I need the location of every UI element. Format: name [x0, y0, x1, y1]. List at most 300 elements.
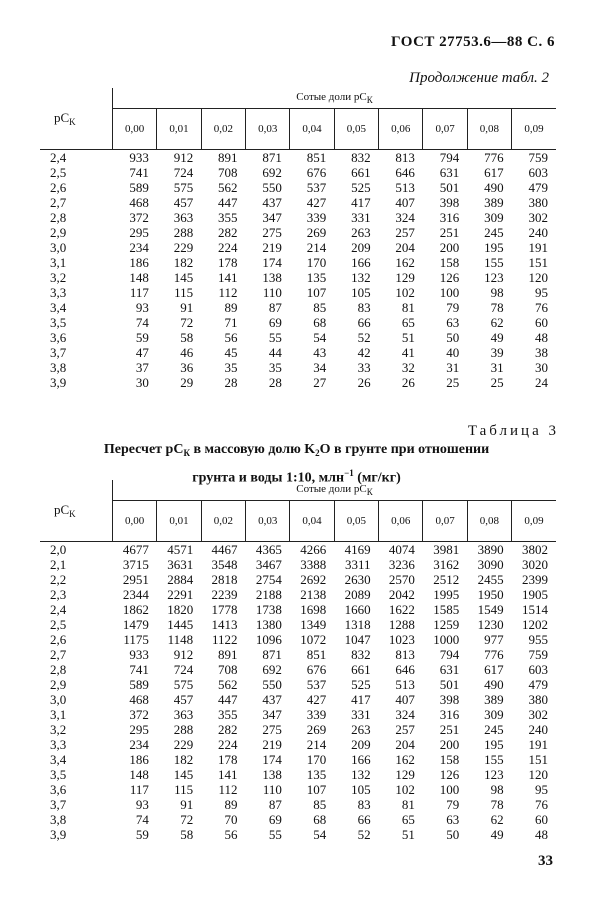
value-cell: 115 — [174, 782, 194, 797]
value-cell: 646 — [395, 165, 415, 180]
value-cell: 68 — [313, 315, 327, 330]
page-number: 33 — [538, 853, 553, 869]
value-cell: 129 — [395, 767, 415, 782]
value-cell: 48 — [535, 827, 548, 842]
value-cell: 69 — [268, 315, 282, 330]
value-cell: 776 — [484, 647, 504, 662]
value-cell: 135 — [306, 270, 327, 285]
value-cell: 1738 — [255, 602, 282, 617]
value-cell: 110 — [262, 285, 282, 300]
value-cell: 70 — [224, 812, 238, 827]
value-cell: 46 — [180, 345, 194, 360]
column-header: 0,03 — [246, 109, 290, 150]
value-cell: 575 — [173, 677, 194, 692]
column-header: 0,03 — [246, 501, 290, 542]
row-label-cell: 3,8 — [50, 360, 67, 375]
row-label-cell: 2,9 — [50, 225, 67, 240]
value-cell: 1259 — [433, 617, 460, 632]
row-label-cell: 2,9 — [50, 677, 67, 692]
table-row — [40, 812, 556, 827]
value-cell: 759 — [528, 150, 548, 165]
table-row — [40, 587, 556, 602]
value-cell: 155 — [484, 752, 504, 767]
table-row — [40, 255, 556, 270]
value-cell: 224 — [218, 737, 238, 752]
value-cell: 1413 — [211, 617, 238, 632]
value-cell: 417 — [351, 692, 371, 707]
value-cell: 178 — [218, 752, 238, 767]
value-cell: 631 — [439, 662, 460, 677]
table-2-body — [40, 150, 556, 391]
value-cell: 447 — [218, 692, 238, 707]
value-cell: 2399 — [522, 572, 548, 587]
column-header: 0,01 — [157, 109, 201, 150]
row-label-header: $pC_K$ — [40, 480, 113, 542]
value-cell: 200 — [439, 240, 460, 255]
value-cell: 78 — [490, 797, 504, 812]
row-label-cell: 2,6 — [50, 180, 67, 195]
value-cell: 56 — [224, 330, 238, 345]
value-cell: 50 — [446, 827, 460, 842]
value-cell: 295 — [129, 225, 149, 240]
value-cell: 174 — [262, 255, 282, 270]
value-cell: 398 — [439, 195, 460, 210]
row-label-cell: 3,4 — [50, 300, 67, 315]
table-row — [40, 797, 556, 812]
value-cell: 2455 — [477, 572, 504, 587]
value-cell: 1778 — [211, 602, 238, 617]
value-cell: 162 — [395, 255, 415, 270]
value-cell: 912 — [173, 150, 194, 165]
value-cell: 224 — [218, 240, 238, 255]
value-cell: 120 — [528, 767, 548, 782]
value-cell: 339 — [306, 210, 327, 225]
value-cell: 1072 — [300, 632, 327, 647]
value-cell: 759 — [528, 647, 548, 662]
value-cell: 240 — [528, 722, 548, 737]
row-label-cell: 2,8 — [50, 662, 67, 677]
value-cell: 72 — [180, 315, 194, 330]
value-cell: 214 — [306, 240, 327, 255]
value-cell: 692 — [262, 662, 282, 677]
row-label-header: $pC_K$ — [40, 88, 113, 150]
value-cell: 302 — [528, 210, 548, 225]
value-cell: 427 — [306, 692, 327, 707]
value-cell: 692 — [262, 165, 282, 180]
value-cell: 186 — [129, 752, 149, 767]
value-cell: 282 — [218, 722, 238, 737]
row-label-cell: 2,5 — [50, 617, 67, 632]
value-cell: 1950 — [477, 587, 504, 602]
value-cell: 76 — [535, 300, 548, 315]
table-row — [40, 345, 556, 360]
value-cell: 339 — [306, 707, 327, 722]
value-cell: 933 — [129, 150, 149, 165]
value-cell: 112 — [218, 782, 238, 797]
value-cell: 575 — [173, 180, 194, 195]
value-cell: 209 — [351, 737, 371, 752]
value-cell: 490 — [484, 677, 504, 692]
value-cell: 219 — [262, 737, 282, 752]
value-cell: 457 — [173, 692, 194, 707]
value-cell: 525 — [351, 180, 371, 195]
value-cell: 35 — [224, 360, 238, 375]
value-cell: 407 — [395, 692, 415, 707]
row-label-cell: 3,2 — [50, 270, 67, 285]
value-cell: 302 — [528, 707, 548, 722]
column-headers — [40, 501, 556, 542]
value-cell: 138 — [262, 767, 282, 782]
row-label-cell: 2,6 — [50, 632, 67, 647]
value-cell: 129 — [395, 270, 415, 285]
row-label-cell: 3,6 — [50, 782, 67, 797]
value-cell: 2692 — [300, 572, 327, 587]
value-cell: 537 — [306, 677, 327, 692]
column-header: 0,08 — [467, 109, 511, 150]
value-cell: 102 — [395, 285, 415, 300]
value-cell: 174 — [262, 752, 282, 767]
value-cell: 79 — [446, 797, 460, 812]
value-cell: 661 — [351, 165, 371, 180]
row-label-cell: 3,1 — [50, 255, 67, 270]
value-cell: 288 — [173, 722, 194, 737]
table-row — [40, 542, 556, 558]
value-cell: 55 — [268, 330, 282, 345]
value-cell: 74 — [135, 315, 149, 330]
value-cell: 95 — [535, 782, 548, 797]
value-cell: 537 — [306, 180, 327, 195]
value-cell: 2188 — [255, 587, 282, 602]
table-row — [40, 195, 556, 210]
value-cell: 170 — [306, 752, 327, 767]
column-header: 0,02 — [201, 109, 245, 150]
value-cell: 2291 — [167, 587, 194, 602]
row-label-cell: 3,5 — [50, 767, 67, 782]
value-cell: 32 — [401, 360, 415, 375]
value-cell: 2818 — [211, 572, 238, 587]
value-cell: 251 — [439, 225, 460, 240]
value-cell: 138 — [262, 270, 282, 285]
table-row — [40, 722, 556, 737]
value-cell: 107 — [306, 285, 327, 300]
value-cell: 288 — [173, 225, 194, 240]
value-cell: 468 — [129, 692, 149, 707]
row-label-cell: 3,1 — [50, 707, 67, 722]
value-cell: 282 — [218, 225, 238, 240]
value-cell: 468 — [129, 195, 149, 210]
value-cell: 54 — [313, 330, 327, 345]
value-cell: 324 — [395, 210, 415, 225]
value-cell: 3548 — [211, 557, 238, 572]
value-cell: 2630 — [344, 572, 371, 587]
value-cell: 316 — [439, 707, 460, 722]
value-cell: 1698 — [300, 602, 327, 617]
value-cell: 372 — [129, 210, 149, 225]
value-cell: 380 — [528, 692, 548, 707]
document-header: ГОСТ 27753.6—88 С. 6 — [391, 34, 555, 50]
value-cell: 1445 — [167, 617, 194, 632]
value-cell: 4365 — [255, 542, 282, 557]
value-cell: 52 — [357, 827, 371, 842]
table-row — [40, 360, 556, 375]
row-label-cell: 3,7 — [50, 345, 67, 360]
value-cell: 158 — [439, 752, 460, 767]
value-cell: 209 — [351, 240, 371, 255]
column-headers — [40, 109, 556, 150]
row-label-cell: 2,4 — [50, 602, 67, 617]
value-cell: 182 — [173, 752, 194, 767]
value-cell: 85 — [313, 300, 327, 315]
value-cell: 1549 — [477, 602, 504, 617]
value-cell: 871 — [262, 647, 282, 662]
value-cell: 617 — [484, 165, 504, 180]
value-cell: 81 — [401, 300, 415, 315]
value-cell: 26 — [401, 375, 415, 390]
row-label-cell: 3,3 — [50, 737, 67, 752]
value-cell: 43 — [313, 345, 327, 360]
value-cell: 178 — [218, 255, 238, 270]
value-cell: 25 — [446, 375, 460, 390]
table-3-body — [40, 542, 556, 843]
value-cell: 123 — [484, 270, 504, 285]
value-cell: 724 — [173, 662, 194, 677]
value-cell: 229 — [173, 240, 194, 255]
value-cell: 1660 — [344, 602, 371, 617]
value-cell: 3715 — [122, 557, 149, 572]
value-cell: 170 — [306, 255, 327, 270]
value-cell: 26 — [357, 375, 371, 390]
value-cell: 166 — [351, 752, 371, 767]
value-cell: 447 — [218, 195, 238, 210]
value-cell: 65 — [401, 315, 415, 330]
value-cell: 30 — [135, 375, 149, 390]
value-cell: 4677 — [122, 542, 149, 557]
table-row — [40, 240, 556, 255]
value-cell: 4571 — [167, 542, 194, 557]
value-cell: 98 — [490, 285, 504, 300]
value-cell: 1862 — [122, 602, 149, 617]
table-continuation-caption: Продолжение табл. 2 — [409, 70, 549, 86]
value-cell: 1995 — [433, 587, 460, 602]
row-label-cell: 3,9 — [50, 827, 67, 842]
value-cell: 263 — [351, 225, 371, 240]
value-cell: 93 — [135, 300, 149, 315]
value-cell: 87 — [268, 797, 282, 812]
value-cell: 132 — [351, 767, 371, 782]
column-header: 0,08 — [467, 501, 511, 542]
value-cell: 100 — [439, 285, 460, 300]
value-cell: 191 — [528, 240, 548, 255]
value-cell: 115 — [174, 285, 194, 300]
row-label-cell: 3,6 — [50, 330, 67, 345]
value-cell: 141 — [218, 270, 238, 285]
value-cell: 2239 — [211, 587, 238, 602]
value-cell: 126 — [439, 767, 460, 782]
column-header: 0,06 — [379, 109, 423, 150]
value-cell: 69 — [268, 812, 282, 827]
table-row — [40, 225, 556, 240]
value-cell: 91 — [180, 797, 194, 812]
value-cell: 617 — [484, 662, 504, 677]
value-cell: 1148 — [167, 632, 194, 647]
value-cell: 3236 — [388, 557, 415, 572]
value-cell: 257 — [395, 722, 415, 737]
value-cell: 3090 — [477, 557, 504, 572]
value-cell: 1318 — [344, 617, 371, 632]
value-cell: 1380 — [255, 617, 282, 632]
value-cell: 3467 — [255, 557, 282, 572]
value-cell: 74 — [135, 812, 149, 827]
value-cell: 347 — [262, 707, 282, 722]
value-cell: 490 — [484, 180, 504, 195]
value-cell: 60 — [535, 812, 548, 827]
value-cell: 724 — [173, 165, 194, 180]
table-row — [40, 315, 556, 330]
table-row — [40, 375, 556, 390]
value-cell: 78 — [490, 300, 504, 315]
value-cell: 47 — [135, 345, 149, 360]
value-cell: 2754 — [255, 572, 282, 587]
table-row — [40, 692, 556, 707]
column-group-header: Сотые доли $pC_К$ — [113, 88, 557, 109]
value-cell: 2042 — [388, 587, 415, 602]
column-header: 0,05 — [334, 501, 378, 542]
value-cell: 324 — [395, 707, 415, 722]
value-cell: 813 — [395, 150, 415, 165]
value-cell: 891 — [218, 150, 238, 165]
value-cell: 93 — [135, 797, 149, 812]
value-cell: 1905 — [522, 587, 548, 602]
value-cell: 676 — [306, 165, 327, 180]
table-row — [40, 827, 556, 842]
table-row — [40, 737, 556, 752]
value-cell: 977 — [484, 632, 504, 647]
value-cell: 407 — [395, 195, 415, 210]
column-header: 0,04 — [290, 501, 334, 542]
value-cell: 105 — [351, 782, 371, 797]
value-cell: 71 — [224, 315, 238, 330]
value-cell: 45 — [224, 345, 238, 360]
value-cell: 398 — [439, 692, 460, 707]
value-cell: 31 — [490, 360, 504, 375]
value-cell: 200 — [439, 737, 460, 752]
value-cell: 646 — [395, 662, 415, 677]
value-cell: 95 — [535, 285, 548, 300]
value-cell: 120 — [528, 270, 548, 285]
value-cell: 501 — [439, 180, 460, 195]
value-cell: 204 — [395, 737, 415, 752]
value-cell: 1622 — [388, 602, 415, 617]
value-cell: 33 — [357, 360, 371, 375]
value-cell: 2138 — [300, 587, 327, 602]
value-cell: 191 — [528, 737, 548, 752]
value-cell: 955 — [528, 632, 548, 647]
value-cell: 1349 — [300, 617, 327, 632]
value-cell: 794 — [439, 647, 460, 662]
table-row — [40, 647, 556, 662]
table-row — [40, 150, 556, 166]
value-cell: 3162 — [433, 557, 460, 572]
table-row — [40, 632, 556, 647]
row-label-cell: 2,4 — [50, 150, 67, 165]
value-cell: 59 — [135, 330, 149, 345]
table-row — [40, 572, 556, 587]
table-row — [40, 285, 556, 300]
value-cell: 28 — [268, 375, 282, 390]
value-cell: 562 — [218, 677, 238, 692]
value-cell: 3890 — [477, 542, 504, 557]
value-cell: 240 — [528, 225, 548, 240]
value-cell: 117 — [129, 285, 149, 300]
value-cell: 389 — [484, 195, 504, 210]
value-cell: 58 — [180, 330, 194, 345]
value-cell: 1175 — [123, 632, 149, 647]
value-cell: 269 — [306, 722, 327, 737]
table-row — [40, 270, 556, 285]
value-cell: 2344 — [122, 587, 149, 602]
row-label-cell: 3,9 — [50, 375, 67, 390]
value-cell: 34 — [313, 360, 327, 375]
value-cell: 1230 — [477, 617, 504, 632]
value-cell: 145 — [173, 270, 194, 285]
column-header: 0,04 — [290, 109, 334, 150]
value-cell: 66 — [357, 812, 371, 827]
table-row — [40, 767, 556, 782]
row-label-cell: 2,0 — [50, 542, 67, 557]
value-cell: 151 — [528, 255, 548, 270]
value-cell: 3311 — [345, 557, 371, 572]
value-cell: 708 — [218, 662, 238, 677]
value-cell: 347 — [262, 210, 282, 225]
column-header: 0,01 — [157, 501, 201, 542]
value-cell: 479 — [528, 180, 548, 195]
value-cell: 245 — [484, 722, 504, 737]
value-cell: 1514 — [522, 602, 548, 617]
value-cell: 380 — [528, 195, 548, 210]
value-cell: 72 — [180, 812, 194, 827]
value-cell: 263 — [351, 722, 371, 737]
value-cell: 158 — [439, 255, 460, 270]
value-cell: 214 — [306, 737, 327, 752]
table-row — [40, 165, 556, 180]
value-cell: 148 — [129, 767, 149, 782]
value-cell: 933 — [129, 647, 149, 662]
value-cell: 355 — [218, 210, 238, 225]
value-cell: 31 — [446, 360, 460, 375]
value-cell: 1820 — [167, 602, 194, 617]
value-cell: 55 — [268, 827, 282, 842]
column-header: 0,00 — [113, 501, 157, 542]
value-cell: 776 — [484, 150, 504, 165]
value-cell: 56 — [224, 827, 238, 842]
value-cell: 83 — [357, 797, 371, 812]
value-cell: 245 — [484, 225, 504, 240]
value-cell: 251 — [439, 722, 460, 737]
table-row — [40, 677, 556, 692]
value-cell: 851 — [306, 150, 327, 165]
table-row — [40, 180, 556, 195]
value-cell: 37 — [135, 360, 149, 375]
value-cell: 4169 — [344, 542, 371, 557]
value-cell: 24 — [535, 375, 548, 390]
value-cell: 2089 — [344, 587, 371, 602]
value-cell: 50 — [446, 330, 460, 345]
value-cell: 741 — [129, 165, 149, 180]
value-cell: 1122 — [212, 632, 238, 647]
table-3 — [40, 480, 556, 842]
value-cell: 234 — [129, 737, 149, 752]
value-cell: 1047 — [344, 632, 371, 647]
